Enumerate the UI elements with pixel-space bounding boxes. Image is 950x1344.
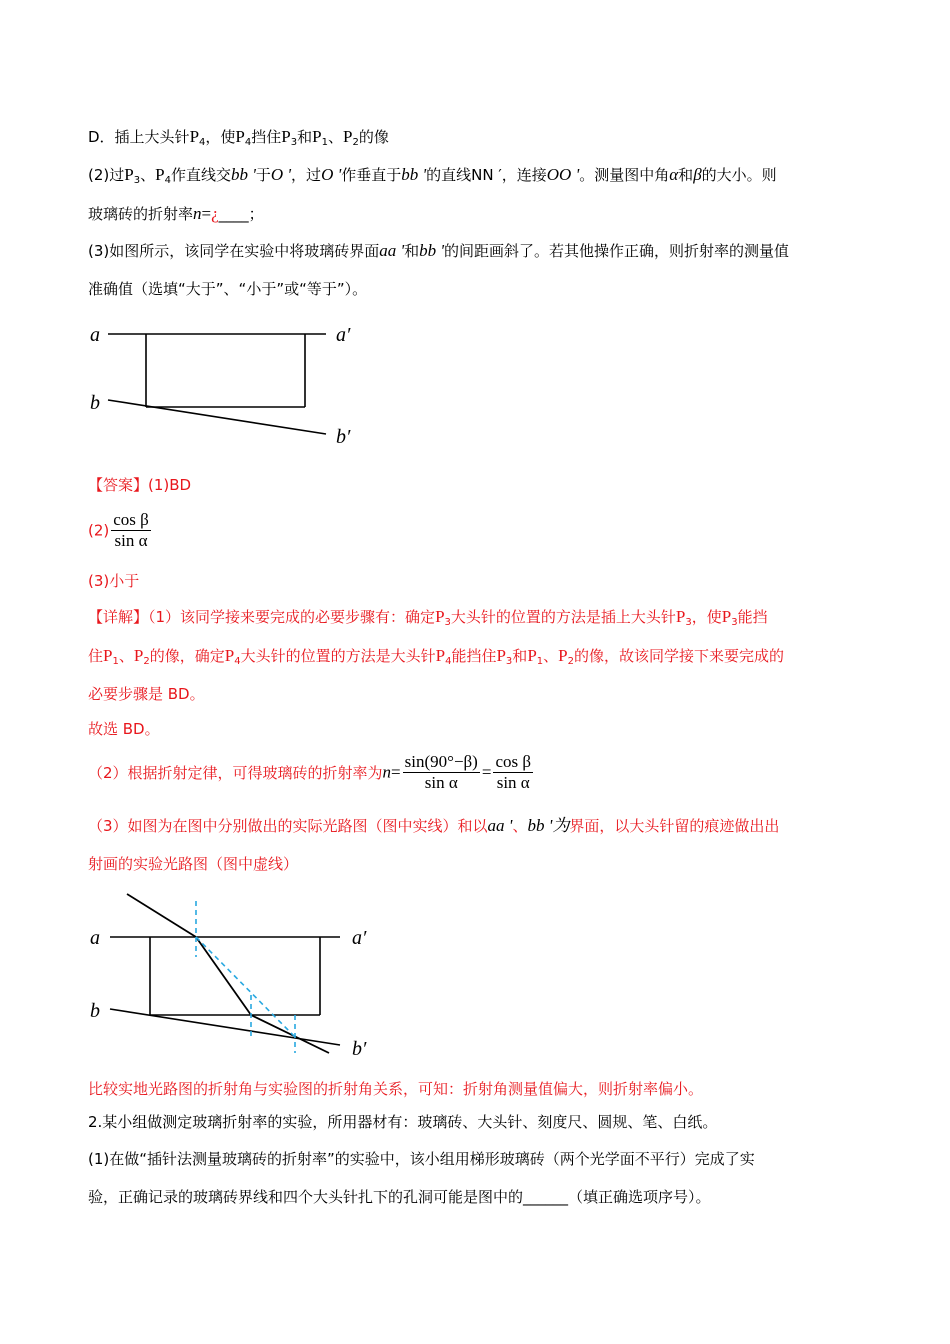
detail-line-6: （3）如图为在图中分别做出的实际光路图（图中实线）和以aa '、bb '为界面，以大头针留的痕迹做出出 bbox=[88, 816, 780, 835]
detail-line-2: 住$P_1$、$P_2$的像，确定$P_4$大头针的位置的方法是大头针$P_4$能挡住$P_3$和$P_1$、$P_2$的像，故该同学接下来要完成的 bbox=[88, 646, 785, 667]
detail-line-1: 【详解】（1）该同学接来要完成的必要步骤有：确定$P_3$大头针的位置的方法是插上大头针$P_3$，使$P_3$能挡 bbox=[88, 607, 768, 628]
question-next-line-1: 2.某小组做测定玻璃折射率的实验，所用器材有：玻璃砖、大头针、刻度尺、圆规、笔、白纸。 bbox=[88, 1113, 718, 1131]
fig2-label-a: a bbox=[90, 927, 100, 949]
fig1-label-b-prime: b′ bbox=[336, 426, 351, 448]
fig2-label-b-prime: b′ bbox=[352, 1038, 367, 1060]
answer-part-1: 【答案】(1)BD bbox=[88, 476, 192, 494]
figure-2-light-path bbox=[80, 885, 400, 1065]
question-2-line-1: (2)过$P_3$、$P_4$作直线交bb '于O '，过O '作垂直于bb '的直线NN ′，连接OO '。测量图中角α和β的大小。则 bbox=[88, 165, 777, 186]
detail-line-5: （2）根据折射定律，可得玻璃砖的折射率为n= $\frac{\sin(90^\circ-\beta)}{\text{sin α}}$ = $\frac{\text{cos β}}{\text{sin α}}$ bbox=[88, 752, 531, 792]
option-d-line: D．插上大头针$P_4$，使$P_4$挡住$P_3$和$P_1$、$P_2$的像 bbox=[88, 127, 389, 148]
question-2-line-2: 玻璃砖的折射率n=¿____； bbox=[88, 204, 264, 223]
detail-fraction-1: $\frac{\sin(90^\circ-\beta)}{\text{sin α}}$ bbox=[404, 752, 478, 792]
detail-line-7: 射画的实验光路图（图中虚线） bbox=[88, 855, 299, 873]
question-3-line-2: 准确值（选填“大于”、“小于”或“等于”）。 bbox=[88, 280, 368, 298]
detail-line-3: 必要步骤是 BD。 bbox=[88, 685, 205, 703]
fig1-label-a: a bbox=[90, 324, 100, 346]
answer-part-3: (3)小于 bbox=[88, 572, 140, 590]
question-next-line-3: 验，正确记录的玻璃砖界线和四个大头针扎下的孔洞可能是图中的______（填正确选项序号）。 bbox=[88, 1188, 711, 1206]
question-next-line-2: (1)在做“插针法测量玻璃砖的折射率”的实验中，该小组用梯形玻璃砖（两个光学面不平行）完成了实 bbox=[88, 1150, 755, 1168]
fig2-label-a-prime: a′ bbox=[352, 927, 367, 949]
answer-part-2: (2) $\frac{\text{cos β}}{\text{sin α}}$ bbox=[88, 510, 149, 550]
answer-fraction: $\frac{\text{cos β}}{\text{sin α}}$ bbox=[113, 510, 149, 550]
question-3-line-1: (3)如图所示，该同学在实验中将玻璃砖界面aa '和bb '的间距画斜了。若其他操作正确，则折射率的测量值 bbox=[88, 241, 790, 260]
fig2-label-b: b bbox=[90, 1000, 100, 1022]
fig1-label-b: b bbox=[90, 392, 100, 414]
conclusion-line: 比较实地光路图的折射角与实验图的折射角关系，可知：折射角测量值偏大，则折射率偏小。 bbox=[88, 1080, 704, 1098]
fig1-label-a-prime: a′ bbox=[336, 324, 351, 346]
detail-line-4: 故选 BD。 bbox=[88, 720, 160, 738]
detail-fraction-2: $\frac{\text{cos β}}{\text{sin α}}$ bbox=[495, 752, 531, 792]
figure-1-glass-slab bbox=[80, 315, 380, 450]
